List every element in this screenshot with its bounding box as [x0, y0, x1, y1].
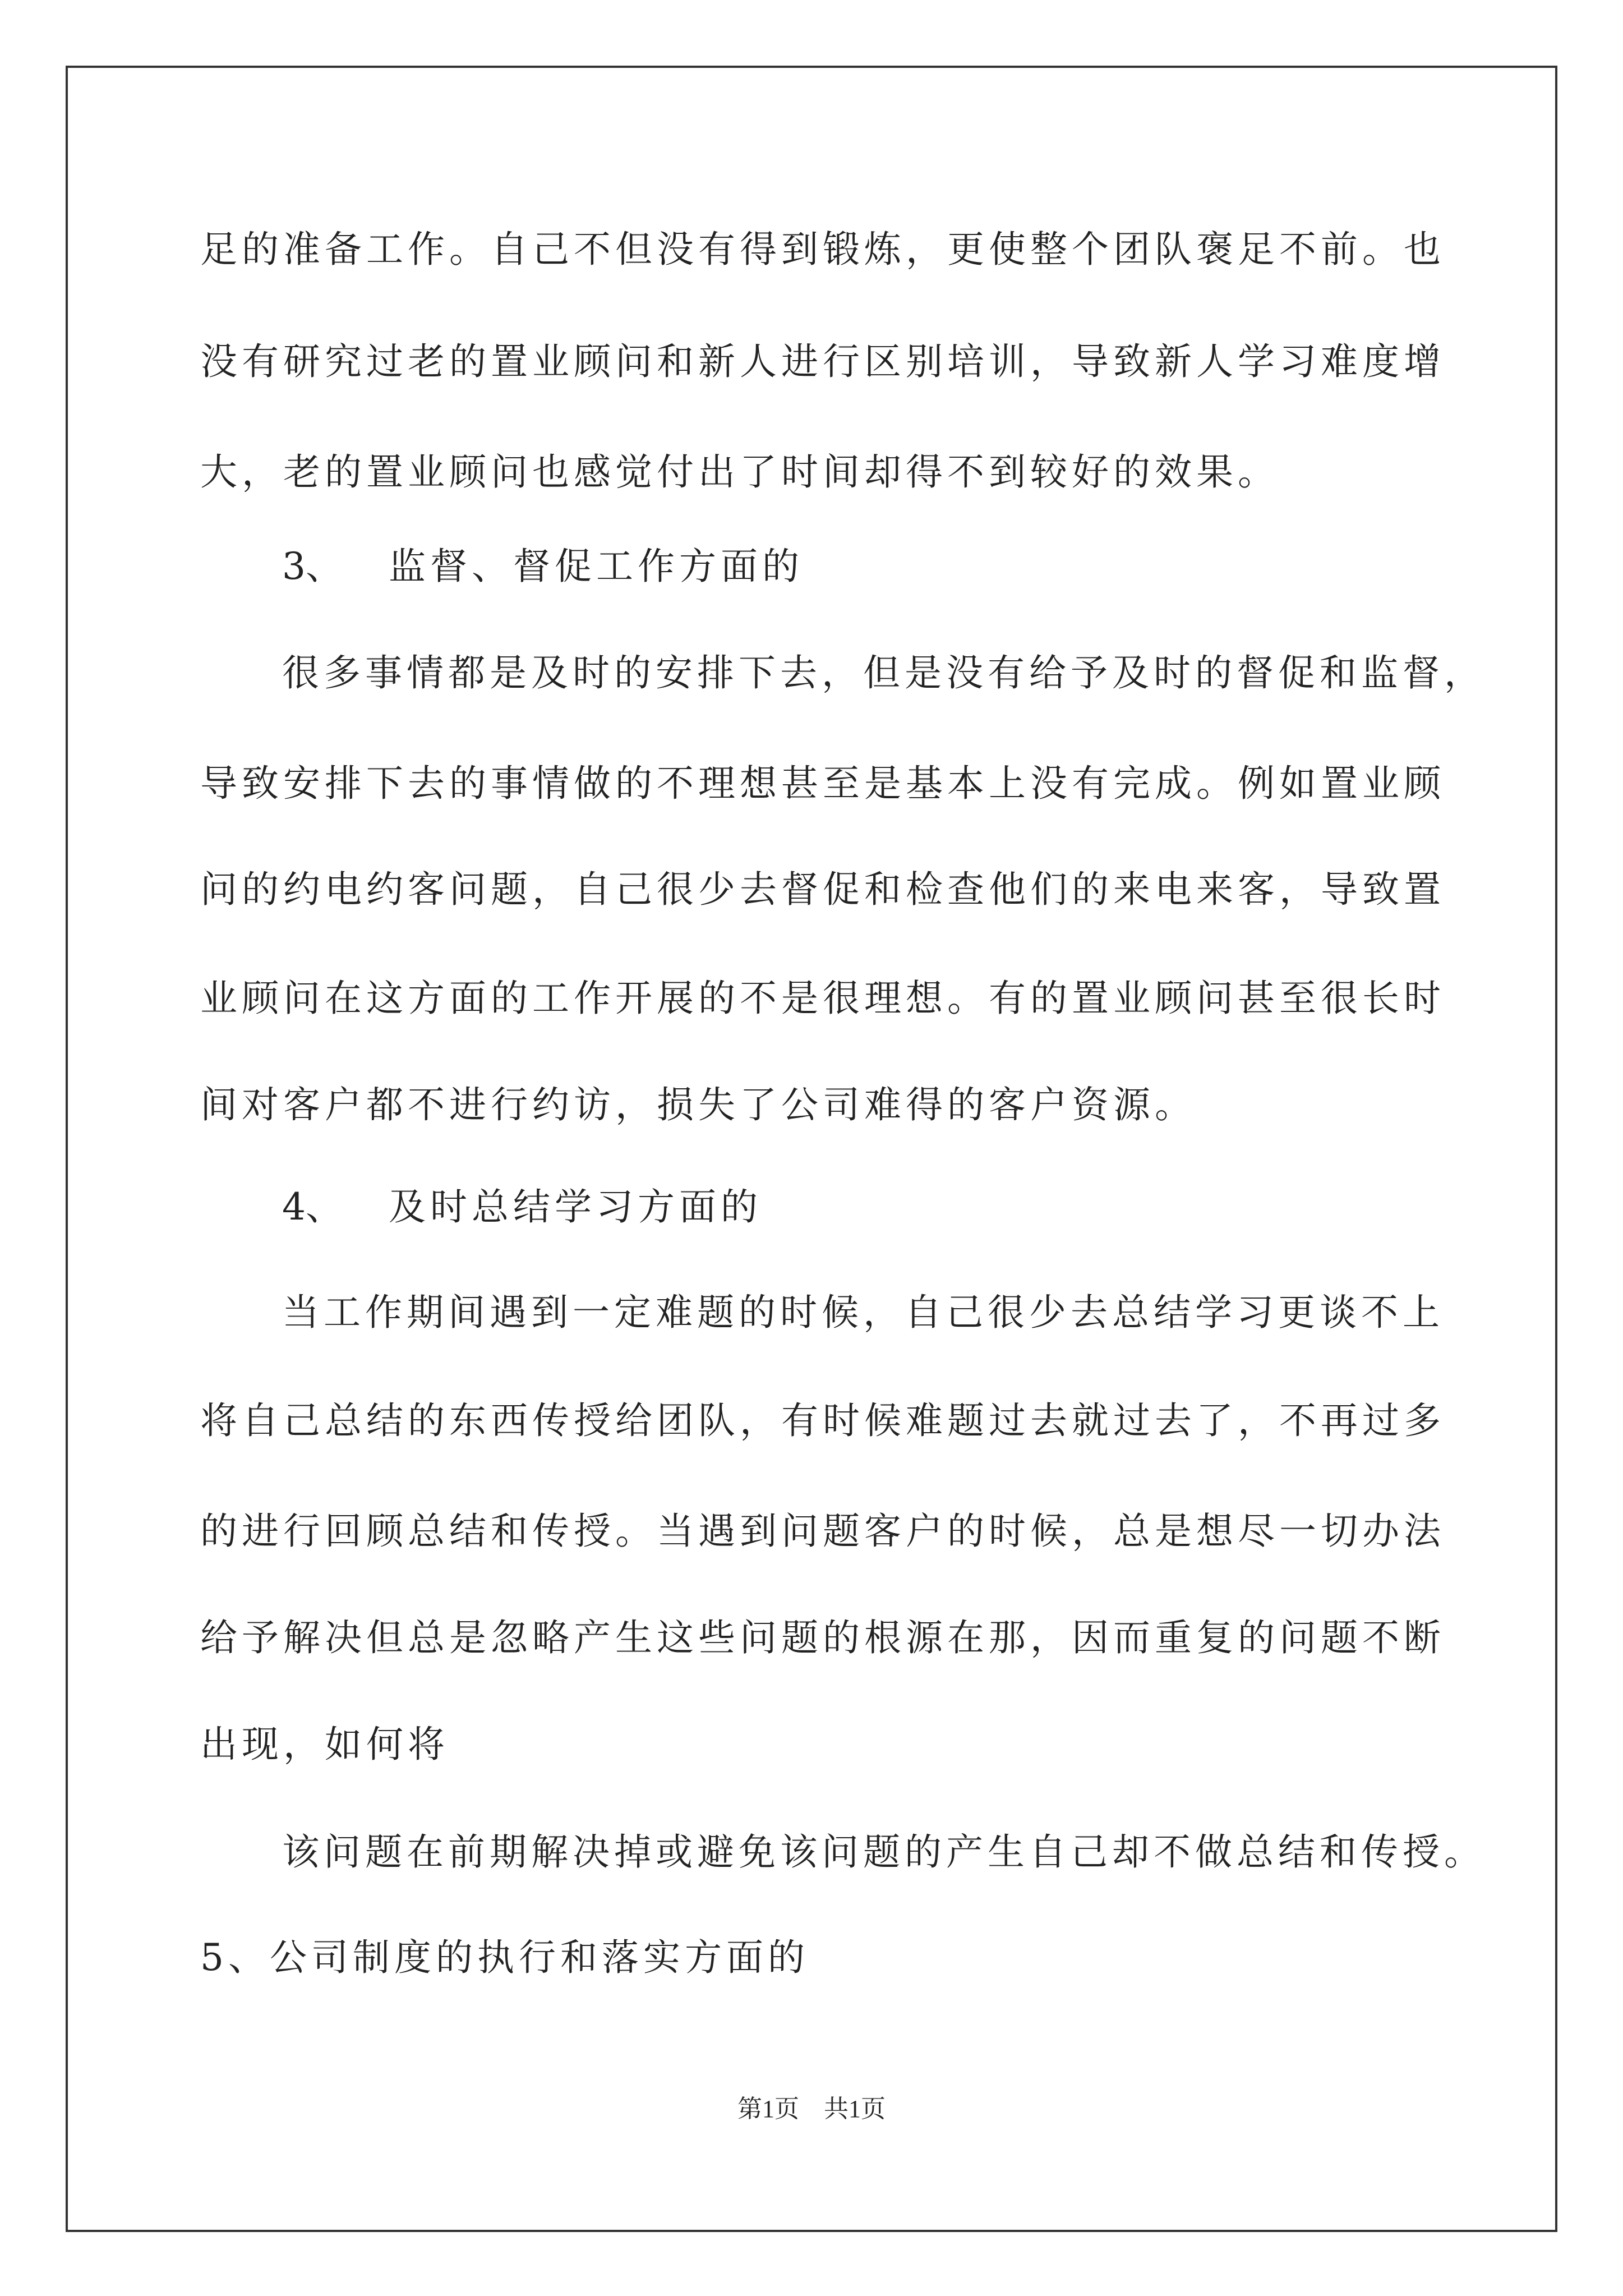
body-line: 给予解决但总是忽略产生这些问题的根源在那，因而重复的问题不断: [200, 1616, 1445, 1659]
section-4-title: 及时总结学习方面的: [389, 1185, 762, 1228]
body-line: 大，老的置业顾问也感觉付出了时间却得不到较好的效果。: [200, 450, 1279, 494]
body-line: 间对客户都不进行约访，损失了公司难得的客户资源。: [200, 1083, 1196, 1126]
body-line: 问的约电约客问题，自己很少去督促和检查他们的来电来客，导致置: [200, 868, 1445, 911]
body-line: 足的准备工作。自己不但没有得到锻炼，更使整个团队褒足不前。也: [200, 228, 1445, 271]
section-3-number: 3、: [282, 545, 343, 588]
section-4-heading: [282, 1185, 762, 1230]
section-3-title: 监督、督促工作方面的: [389, 545, 804, 588]
page-footer: 第1页 共1页: [737, 2095, 886, 2123]
body-line: 业顾问在这方面的工作开展的不是很理想。有的置业顾问甚至很长时: [200, 977, 1445, 1020]
section-4-number: 4、: [282, 1185, 343, 1228]
body-line: 的进行回顾总结和传授。当遇到问题客户的时候，总是想尽一切办法: [200, 1510, 1445, 1553]
body-line: 很多事情都是及时的安排下去，但是没有给予及时的督促和监督，: [282, 651, 1486, 694]
body-line: 出现，如何将: [200, 1723, 449, 1766]
page-border: [66, 66, 1557, 2232]
section-3-heading: [282, 544, 804, 589]
section-5-heading: 5、公司制度的执行和落实方面的: [200, 1936, 809, 1979]
body-line: 导致安排下去的事情做的不理想甚至是基本上没有完成。例如置业顾: [200, 762, 1445, 805]
body-line: 当工作期间遇到一定难题的时候，自己很少去总结学习更谈不上: [282, 1291, 1444, 1334]
body-line: 将自己总结的东西传授给团队，有时候难题过去就过去了，不再过多: [200, 1399, 1445, 1442]
body-line: 该问题在前期解决掉或避免该问题的产生自己却不做总结和传授。: [282, 1830, 1486, 1874]
body-line: 没有研究过老的置业顾问和新人进行区别培训，导致新人学习难度增: [200, 340, 1445, 383]
